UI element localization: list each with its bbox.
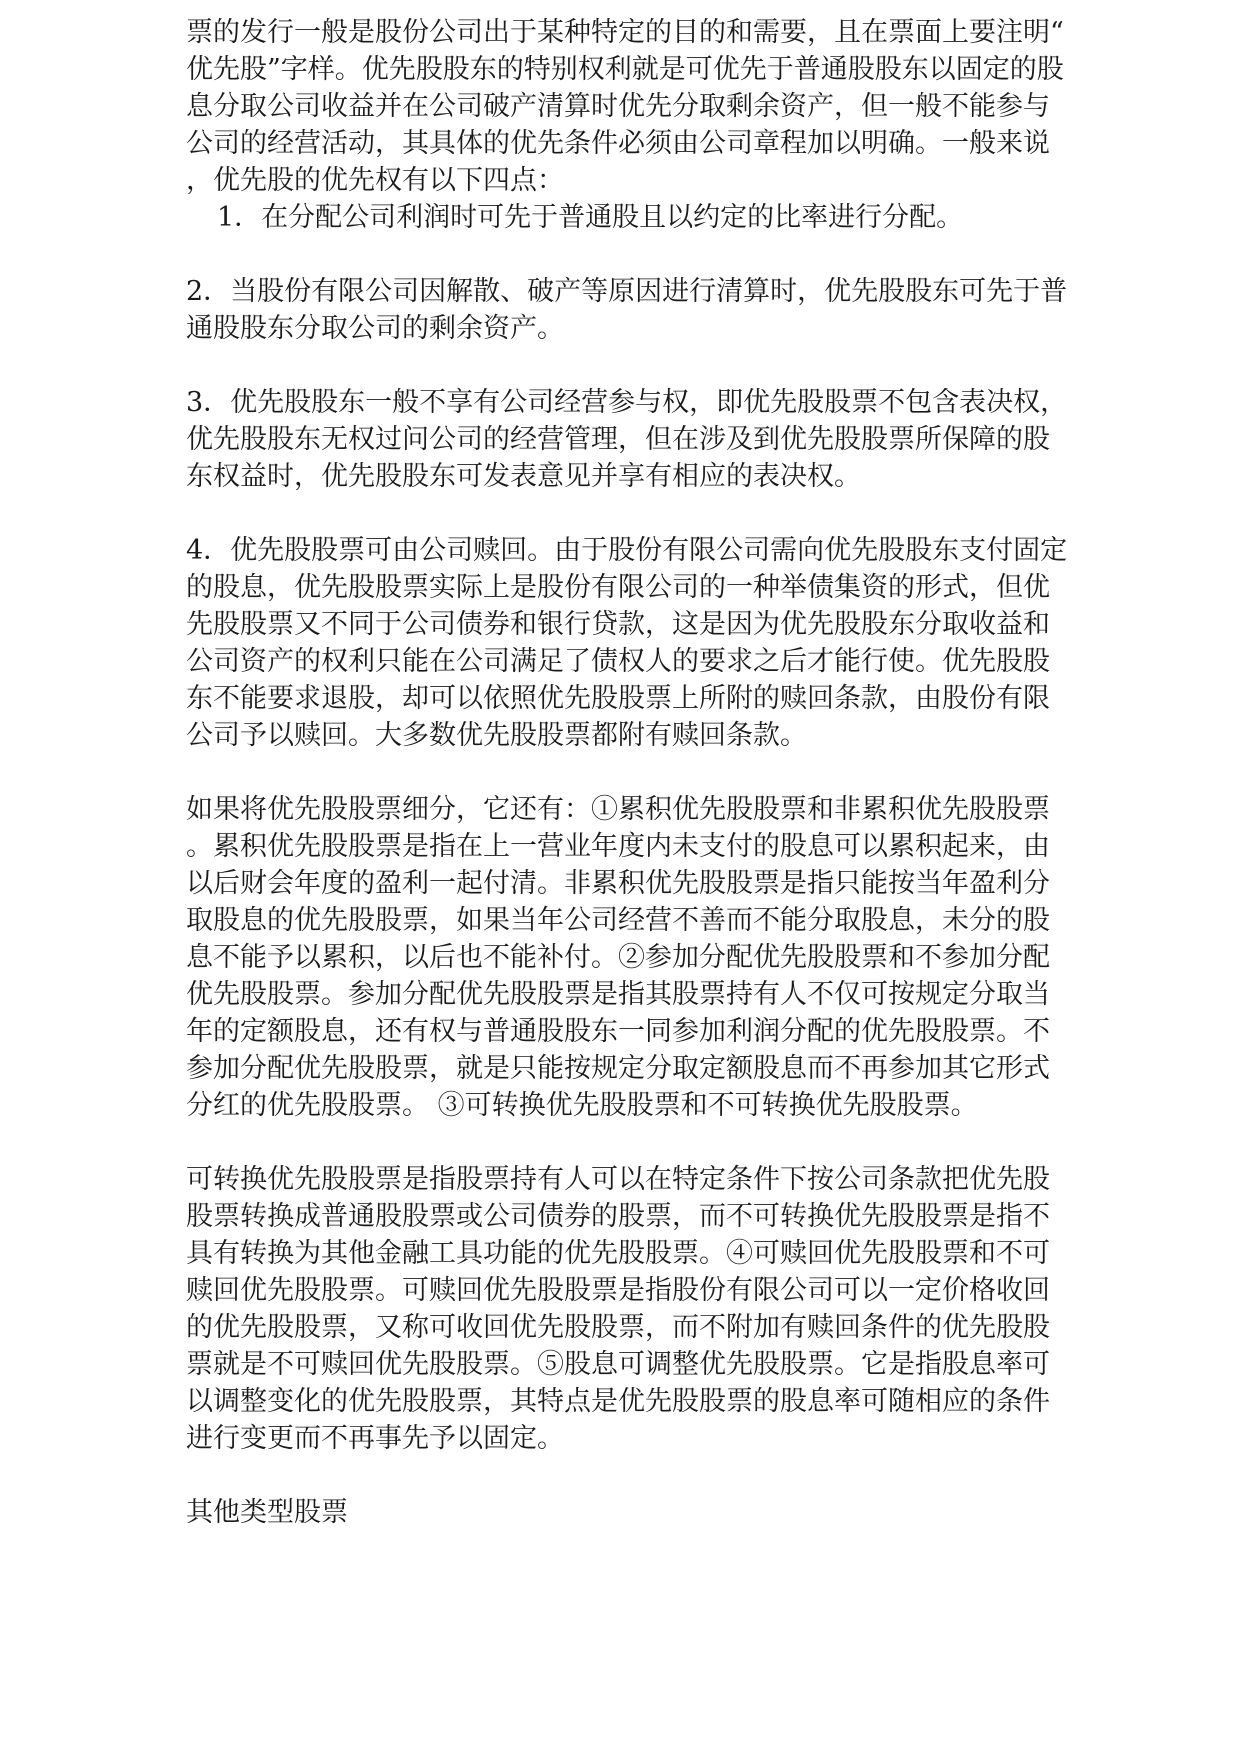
list-item-4: 4．优先股股票可由公司赎回。由于股份有限公司需向优先股股东支付固定 的股息，优先股股票实际上是股份有限公司的一种举债集资的形式，但优 先股股票又不同于公司债券和银行贷款，这是因为优先股股东分取收益和 公司资产的权利只能在公司满足了债权人的要求之后才能行使。优先股股 东不能要求退股，却可以依照优先股股票上所附的赎回条款，由股份有限 公司予以赎回。大多数优先股股票都附有赎回条款。 (186, 535, 1068, 751)
list-item-2: 2．当股份有限公司因解散、破产等原因进行清算时，优先股股东可先于普 通股股东分取公司的剩余资产。 (186, 276, 1068, 344)
section-heading: 其他类型股票 (186, 1497, 348, 1528)
convertible-paragraph: 可转换优先股股票是指股票持有人可以在特定条件下按公司条款把优先股 股票转换成普通股股票或公司债券的股票，而不可转换优先股股票是指不 具有转换为其他金融工具功能的优先股股票。④可赎回优先股股票和不可 赎回优先股股票。可赎回优先股股票是指股份有限公司可以一定价格收回 的优先股股票，又称可收回优先股股票，而不附加有赎回条件的优先股股 票就是不可赎回优先股股票。⑤股息可调整优先股股票。它是指股息率可 以调整变化的优先股股票，其特点是优先股股票的股息率可随相应的条件 进行变更而不再事先予以固定。 (186, 1164, 1050, 1454)
subtypes-paragraph: 如果将优先股股票细分，它还有：①累积优先股股票和非累积优先股股票 。累积优先股股票是指在上一营业年度内未支付的股息可以累积起来，由 以后财会年度的盈利一起付清。非累积优先股股票是指只能按当年盈利分 取股息的优先股股票，如果当年公司经营不善而不能分取股息，未分的股 息不能予以累积，以后也不能补付。②参加分配优先股股票和不参加分配 优先股股票。参加分配优先股股票是指其股票持有人不仅可按规定分取当 年的定额股息，还有权与普通股股东一同参加利润分配的优先股股票。不 参加分配优先股股票，就是只能按规定分取定额股息而不再参加其它形式 分红的优先股股票。 ③可转换优先股股票和不可转换优先股股票。 (186, 794, 1050, 1121)
intro-paragraph: 票的发行一般是股份公司出于某种特定的目的和需要，且在票面上要注明“ 优先股”字样。优先股股东的特别权利就是可优先于普通股股东以固定的股 息分取公司收益并在公司破产清算时优先分取剩余资产，但一般不能参与 公司的经营活动，其具体的优先条件必须由公司章程加以明确。一般来说 ，优先股的优先权有以下四点： (186, 17, 1064, 196)
document-page (186, 14, 1130, 1531)
list-item-1: 1．在分配公司利润时可先于普通股且以约定的比率进行分配。 (217, 202, 964, 233)
list-item-3: 3．优先股股东一般不享有公司经营参与权，即优先股股票不包含表决权， 优先股股东无权过问公司的经营管理，但在涉及到优先股股票所保障的股 东权益时，优先股股东可发表意见并享有相应的表决权。 (186, 387, 1068, 492)
